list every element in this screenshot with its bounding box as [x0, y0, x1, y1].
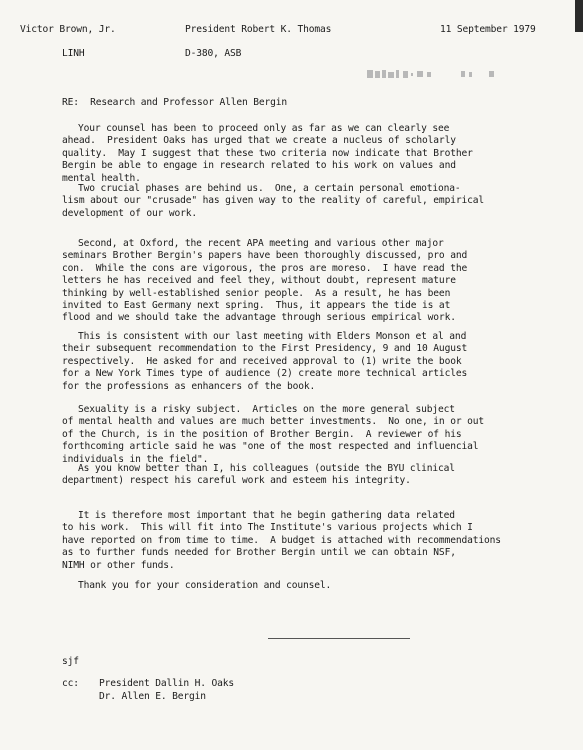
text-line: con. While the cons are vigorous, the pros are moreso. I have read the: [62, 262, 468, 274]
text-line: as to further funds needed for Brother Bergin until we can obtain NSF,: [62, 547, 456, 559]
text-line: Second, at Oxford, the recent APA meeting and various other major: [78, 238, 444, 249]
text-line: thinking by well-established senior people. As a result, he has been: [62, 287, 451, 299]
text-line: for a New York Times type of audience (2) create more technical articles: [62, 368, 468, 380]
memo-from: Victor Brown, Jr.: [20, 24, 116, 35]
text-line: forthcoming article said he was "one of the most respected and influencial: [62, 441, 479, 453]
text-line: development of our work.: [62, 207, 198, 219]
cc-list: [99, 678, 234, 703]
text-line: invited to East Germany next spring. Thus, it appears the tide is at: [62, 300, 451, 312]
cc-label: cc:: [62, 678, 79, 689]
text-line: NIMH or other funds.: [62, 559, 175, 571]
text-line: lism about our "crusade" has given way to the reality of careful, empirical: [62, 195, 484, 207]
text-line: Bergin be able to engage in research related to his work on values and: [62, 160, 456, 172]
text-line: their subsequent recommendation to the First Presidency, 9 and 10 August: [62, 343, 468, 355]
paragraph-7: [62, 510, 578, 572]
text-line: individuals in the field".: [62, 453, 209, 465]
text-line: This is consistent with our last meeting with Elders Monson et al and: [78, 331, 467, 342]
typist-initials: sjf: [62, 656, 79, 667]
text-line: Thank you for your consideration and counsel.: [78, 580, 332, 591]
scan-edge-mark: [575, 0, 583, 32]
text-line: have reported on from time to time. A budget is attached with recommendations: [62, 534, 501, 546]
paragraph-3: [62, 238, 578, 325]
text-line: Sexuality is a risky subject. Articles on the more general subject: [78, 404, 455, 415]
memo-subject: RE: Research and Professor Allen Bergin: [62, 97, 288, 108]
memo-to-office: D-380, ASB: [185, 48, 242, 59]
text-line: to his work. This will fit into The Institute's various projects which I: [62, 522, 473, 534]
paragraph-4: [62, 331, 578, 393]
memo-date: 11 September 1979: [440, 24, 536, 35]
paragraph-1: [62, 123, 578, 185]
text-line: seminars Brother Bergin's papers have been thoroughly discussed, pro and: [62, 250, 468, 262]
faded-stamp: [365, 68, 515, 80]
text-line: quality. May I suggest that these two criteria now indicate that Brother: [62, 147, 473, 159]
text-line: for the professions as enhancers of the book.: [62, 380, 316, 392]
text-line: flood and we should take the advantage through serious empirical work.: [62, 312, 456, 324]
paragraph-2: [62, 183, 578, 220]
text-line: department) respect his careful work and esteem his integrity.: [62, 475, 411, 487]
text-line: of the Church, is in the position of Brother Bergin. A reviewer of his: [62, 428, 462, 440]
paragraph-5: [62, 404, 578, 466]
signature-line: [268, 638, 410, 639]
text-line: respectively. He asked for and received approval to (1) write the book: [62, 355, 462, 367]
memo-to: President Robert K. Thomas: [185, 24, 332, 35]
memo-from-office: LINH: [62, 48, 85, 59]
cc-recipient: Dr. Allen E. Bergin: [99, 690, 206, 702]
text-line: ahead. President Oaks has urged that we create a nucleus of scholarly: [62, 135, 456, 147]
paragraph-6: [62, 463, 578, 488]
text-line: of mental health and values are much better investments. No one, in or out: [62, 416, 484, 428]
text-line: It is therefore most important that he begin gathering data related: [78, 510, 455, 521]
text-line: Two crucial phases are behind us. One, a certain personal emotiona-: [78, 183, 461, 194]
text-line: mental health.: [62, 172, 141, 184]
text-line: As you know better than I, his colleagues (outside the BYU clinical: [78, 463, 455, 474]
cc-recipient: President Dallin H. Oaks: [99, 678, 235, 689]
paragraph-8: [78, 580, 578, 592]
text-line: Your counsel has been to proceed only as far as we can clearly see: [78, 123, 450, 134]
text-line: letters he has received and feel they, without doubt, represent mature: [62, 275, 456, 287]
